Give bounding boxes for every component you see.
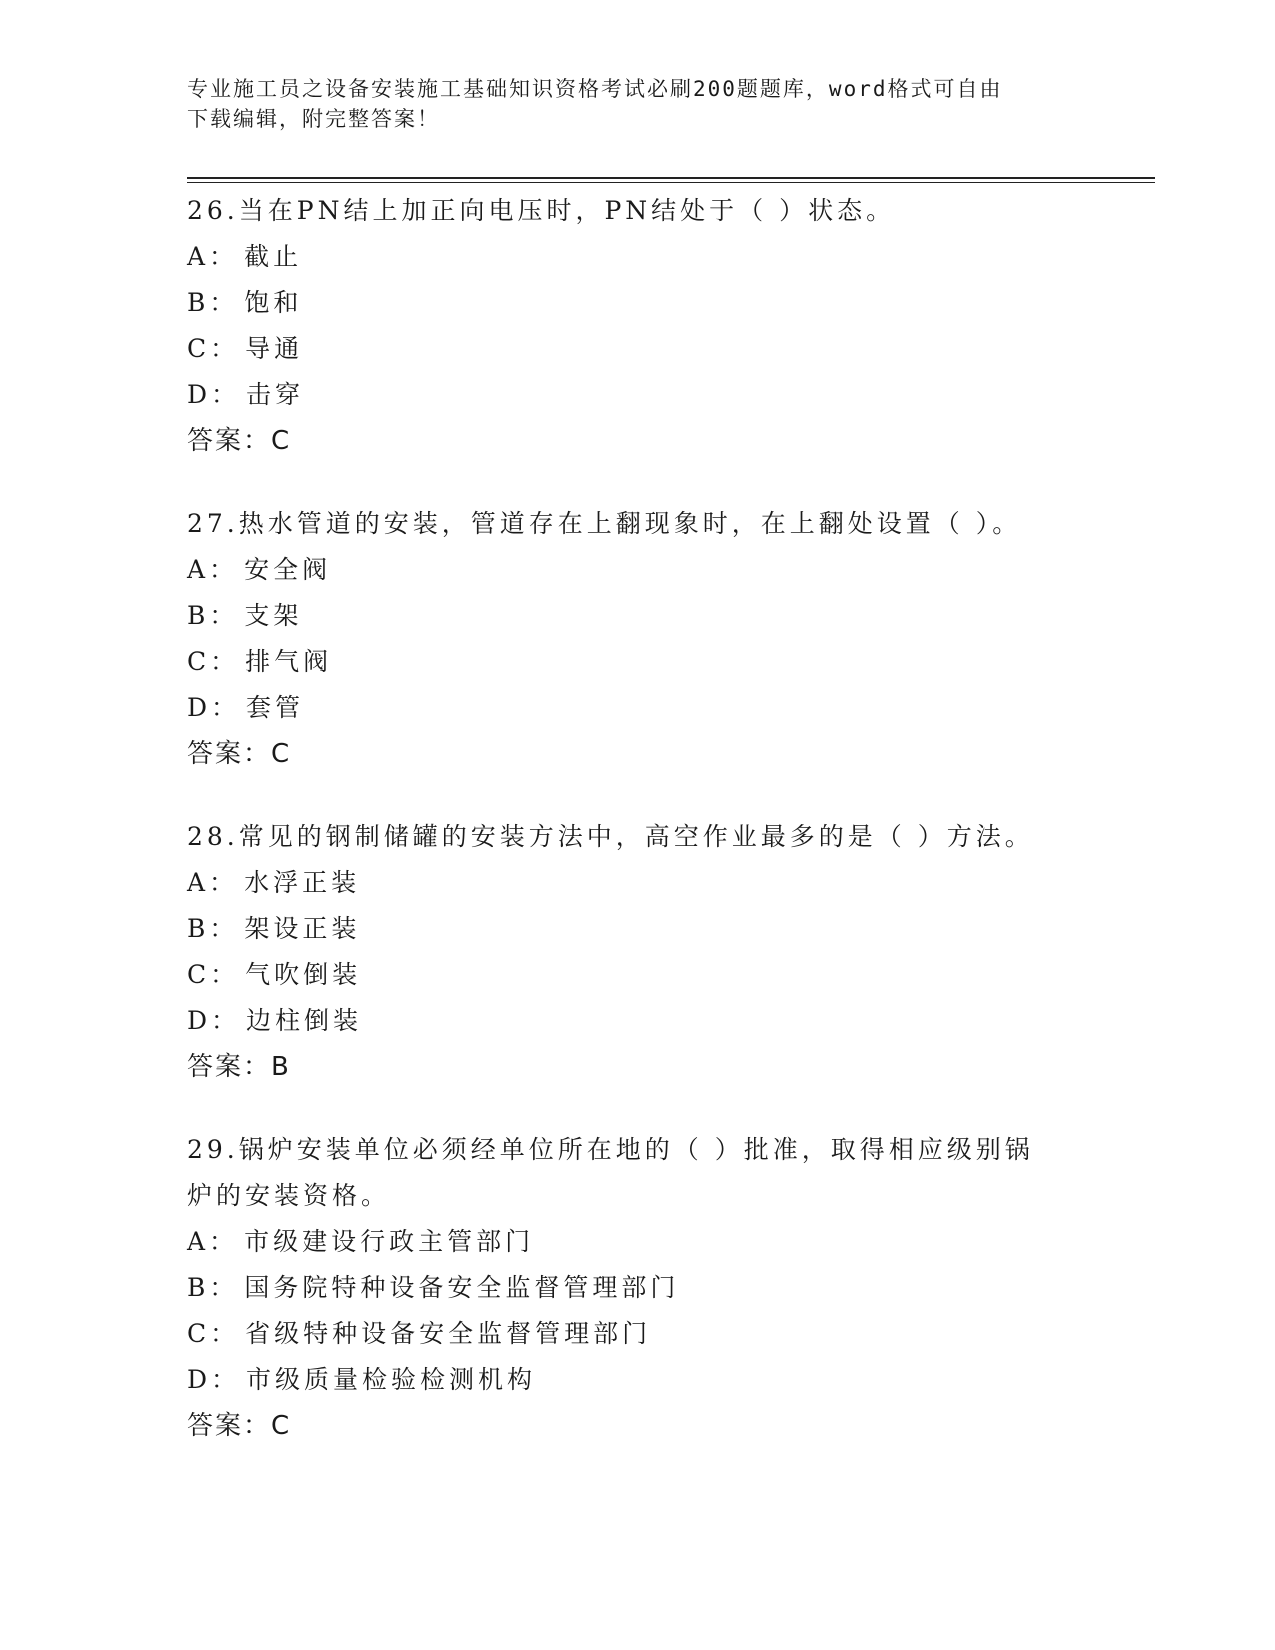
option-d	[187, 998, 1087, 1044]
option-key: B：	[187, 288, 239, 317]
question-29	[187, 1127, 1087, 1449]
option-text: 排气阀	[245, 647, 333, 676]
option-text: 市级建设行政主管部门	[244, 1227, 535, 1256]
option-key: D：	[187, 693, 241, 722]
option-text: 饱和	[244, 288, 303, 317]
option-text: 支架	[244, 601, 303, 630]
question-stem: 27.热水管道的安装，管道存在上翻现象时，在上翻处设置（ ）。	[187, 509, 1022, 538]
option-text: 导通	[245, 334, 304, 363]
option-key: C：	[187, 1319, 240, 1348]
option-key: A：	[187, 555, 239, 584]
option-text: 水浮正装	[244, 868, 361, 897]
option-text: 截止	[244, 242, 303, 271]
option-text: 击穿	[246, 380, 305, 409]
option-text: 边柱倒装	[246, 1006, 363, 1035]
document-header	[187, 74, 1067, 134]
option-text: 套管	[246, 693, 305, 722]
question-list	[187, 188, 1087, 1486]
option-key: A：	[187, 1227, 239, 1256]
answer-line: 答案：C	[187, 426, 292, 456]
option-text: 市级质量检验检测机构	[246, 1365, 537, 1394]
option-key: D：	[187, 1365, 241, 1394]
option-text: 省级特种设备安全监督管理部门	[245, 1319, 652, 1348]
option-key: A：	[187, 242, 239, 271]
option-key: D：	[187, 380, 241, 409]
option-a	[187, 860, 1087, 906]
option-key: D：	[187, 1006, 241, 1035]
option-key: C：	[187, 960, 240, 989]
option-b	[187, 280, 1087, 326]
option-key: B：	[187, 601, 239, 630]
header-divider-thick	[187, 177, 1155, 179]
option-key: C：	[187, 334, 240, 363]
option-b	[187, 1265, 1087, 1311]
option-d	[187, 372, 1087, 418]
option-text: 气吹倒装	[245, 960, 362, 989]
option-d	[187, 1357, 1087, 1403]
question-stem: 29.锅炉安装单位必须经单位所在地的（ ）批准，取得相应级别锅炉的安装资格。	[187, 1135, 1034, 1210]
option-text: 安全阀	[244, 555, 332, 584]
option-key: A：	[187, 868, 239, 897]
answer-line: 答案：B	[187, 1052, 291, 1082]
question-27	[187, 501, 1087, 777]
option-a	[187, 234, 1087, 280]
option-key: C：	[187, 647, 240, 676]
option-a	[187, 547, 1087, 593]
answer-line: 答案：C	[187, 1411, 292, 1441]
header-divider-thin	[187, 182, 1155, 183]
question-stem: 28.常见的钢制储罐的安装方法中，高空作业最多的是（ ）方法。	[187, 822, 1034, 851]
option-text: 国务院特种设备安全监督管理部门	[244, 1273, 680, 1302]
option-c	[187, 952, 1087, 998]
header-line-2: 下载编辑，附完整答案！	[187, 107, 440, 131]
option-key: B：	[187, 1273, 239, 1302]
option-b	[187, 593, 1087, 639]
option-key: B：	[187, 914, 239, 943]
option-text: 架设正装	[244, 914, 361, 943]
option-a	[187, 1219, 1087, 1265]
question-stem: 26.当在PN结上加正向电压时，PN结处于（ ）状态。	[187, 196, 896, 225]
question-26	[187, 188, 1087, 464]
option-c	[187, 639, 1087, 685]
answer-line: 答案：C	[187, 739, 292, 769]
option-d	[187, 685, 1087, 731]
option-c	[187, 1311, 1087, 1357]
header-line-1: 专业施工员之设备安装施工基础知识资格考试必刷200题题库，word格式可自由	[187, 77, 1003, 101]
option-c	[187, 326, 1087, 372]
option-b	[187, 906, 1087, 952]
question-28	[187, 814, 1087, 1090]
